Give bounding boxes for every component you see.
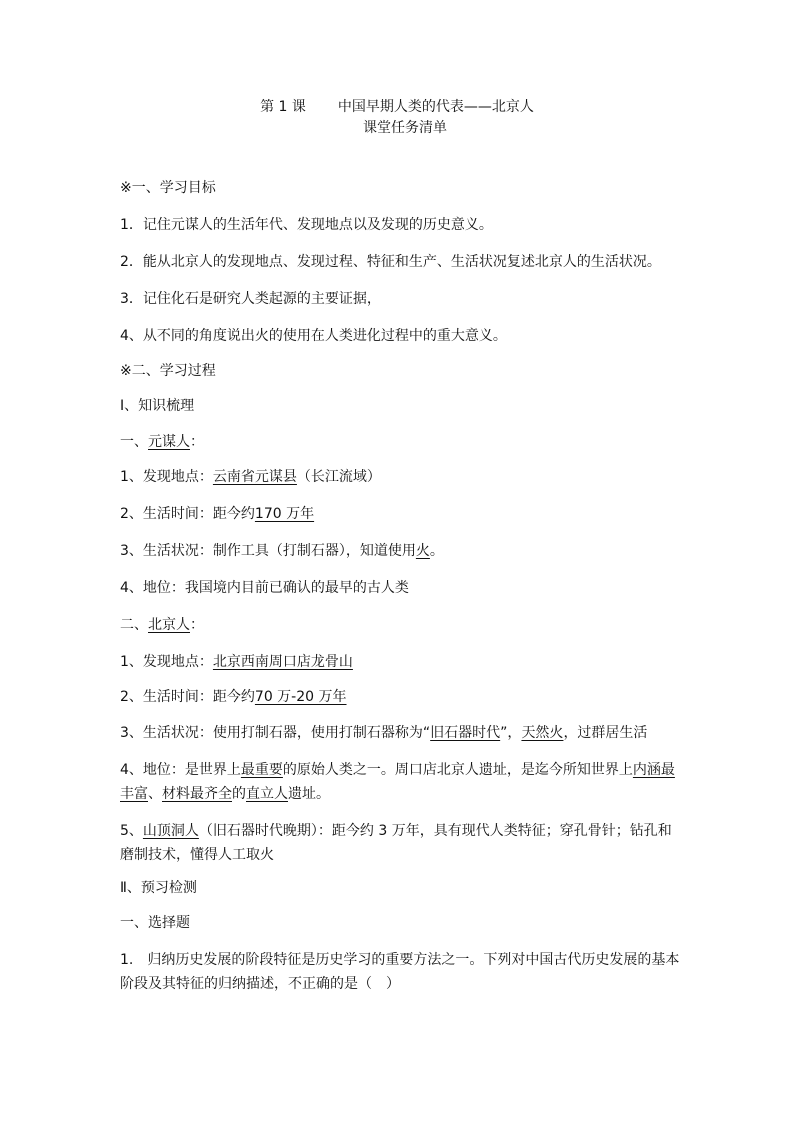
beijing-location-value: 北京西南周口店龙骨山 (212, 654, 353, 670)
question-1: 1. 归纳历史发展的阶段特征是历史学习的重要方法之一。下列对中国古代历史发展的基本阶段及其特征的归纳描述，不正确的是（ ） (120, 952, 680, 992)
yuanmou-fire: 火 (415, 543, 430, 559)
process-heading: ※二、学习过程 (120, 363, 216, 379)
upper-cave-man: 5、山顶洞人（旧石器时代晚期）：距今约 3 万年，具有现代人类特征；穿孔骨针；钻孔和磨制技术，懂得人工取火 (120, 823, 672, 863)
goal-item: 2．能从北京人的发现地点、发现过程、特征和生产、生活状况复述北京人的生活状况。 (120, 254, 661, 270)
beijing-time: 2、生活时间：距今约70 万-20 万年 (120, 689, 347, 705)
paleolithic-term: 旧石器时代 (430, 725, 501, 741)
yuanmou-name: 元谋人 (148, 434, 190, 450)
yuanmou-life: 3、生活状况：制作工具（打制石器），知道使用火。 (120, 543, 444, 559)
yuanmou-location-value: 云南省元谋县 (212, 469, 297, 485)
lesson-title (0, 96, 794, 116)
goal-item: 1．记住元谋人的生活年代、发现地点以及发现的历史意义。 (120, 217, 493, 233)
lesson-subtitle: 课堂任务清单 (363, 120, 447, 136)
beijing-time-value: 70 万-20 万年 (254, 689, 347, 705)
yuanmou-status: 4、地位：我国境内目前已确认的最早的古人类 (120, 580, 409, 596)
preview-test-heading: Ⅱ、预习检测 (120, 880, 197, 896)
beijing-status: 4、地位：是世界上最重要的原始人类之一。周口店北京人遗址，是迄今所知世界上内涵最丰富、材料最齐全的直立人遗址。 (120, 762, 675, 802)
yuanmou-heading: 一、元谋人： (120, 434, 204, 450)
goal-item: 3．记住化石是研究人类起源的主要证据， (120, 291, 381, 307)
beijing-heading: 二、北京人： (120, 617, 204, 633)
lesson-number: 第 1 课 (260, 99, 306, 115)
yuanmou-time: 2、生活时间：距今约170 万年 (120, 506, 315, 522)
beijing-location: 1、发现地点：北京西南周口店龙骨山 (120, 654, 353, 670)
choice-heading: 一、选择题 (120, 915, 190, 931)
goals-heading: ※一、学习目标 (120, 180, 216, 196)
beijing-name: 北京人 (148, 617, 190, 633)
natural-fire-term: 天然火 (521, 725, 564, 741)
goal-item: 4、从不同的角度说出火的使用在人类进化过程中的重大意义。 (120, 328, 507, 344)
lesson-name: 中国早期人类的代表——北京人 (337, 99, 534, 115)
knowledge-heading: Ⅰ、知识梳理 (120, 398, 195, 414)
beijing-life: 3、生活状况：使用打制石器，使用打制石器称为“旧石器时代”，天然火，过群居生活 (120, 725, 648, 741)
yuanmou-location: 1、发现地点：云南省元谋县（长江流域） (120, 469, 381, 485)
upper-cave-name: 山顶洞人 (142, 823, 199, 839)
yuanmou-time-value: 170 万年 (254, 506, 315, 522)
